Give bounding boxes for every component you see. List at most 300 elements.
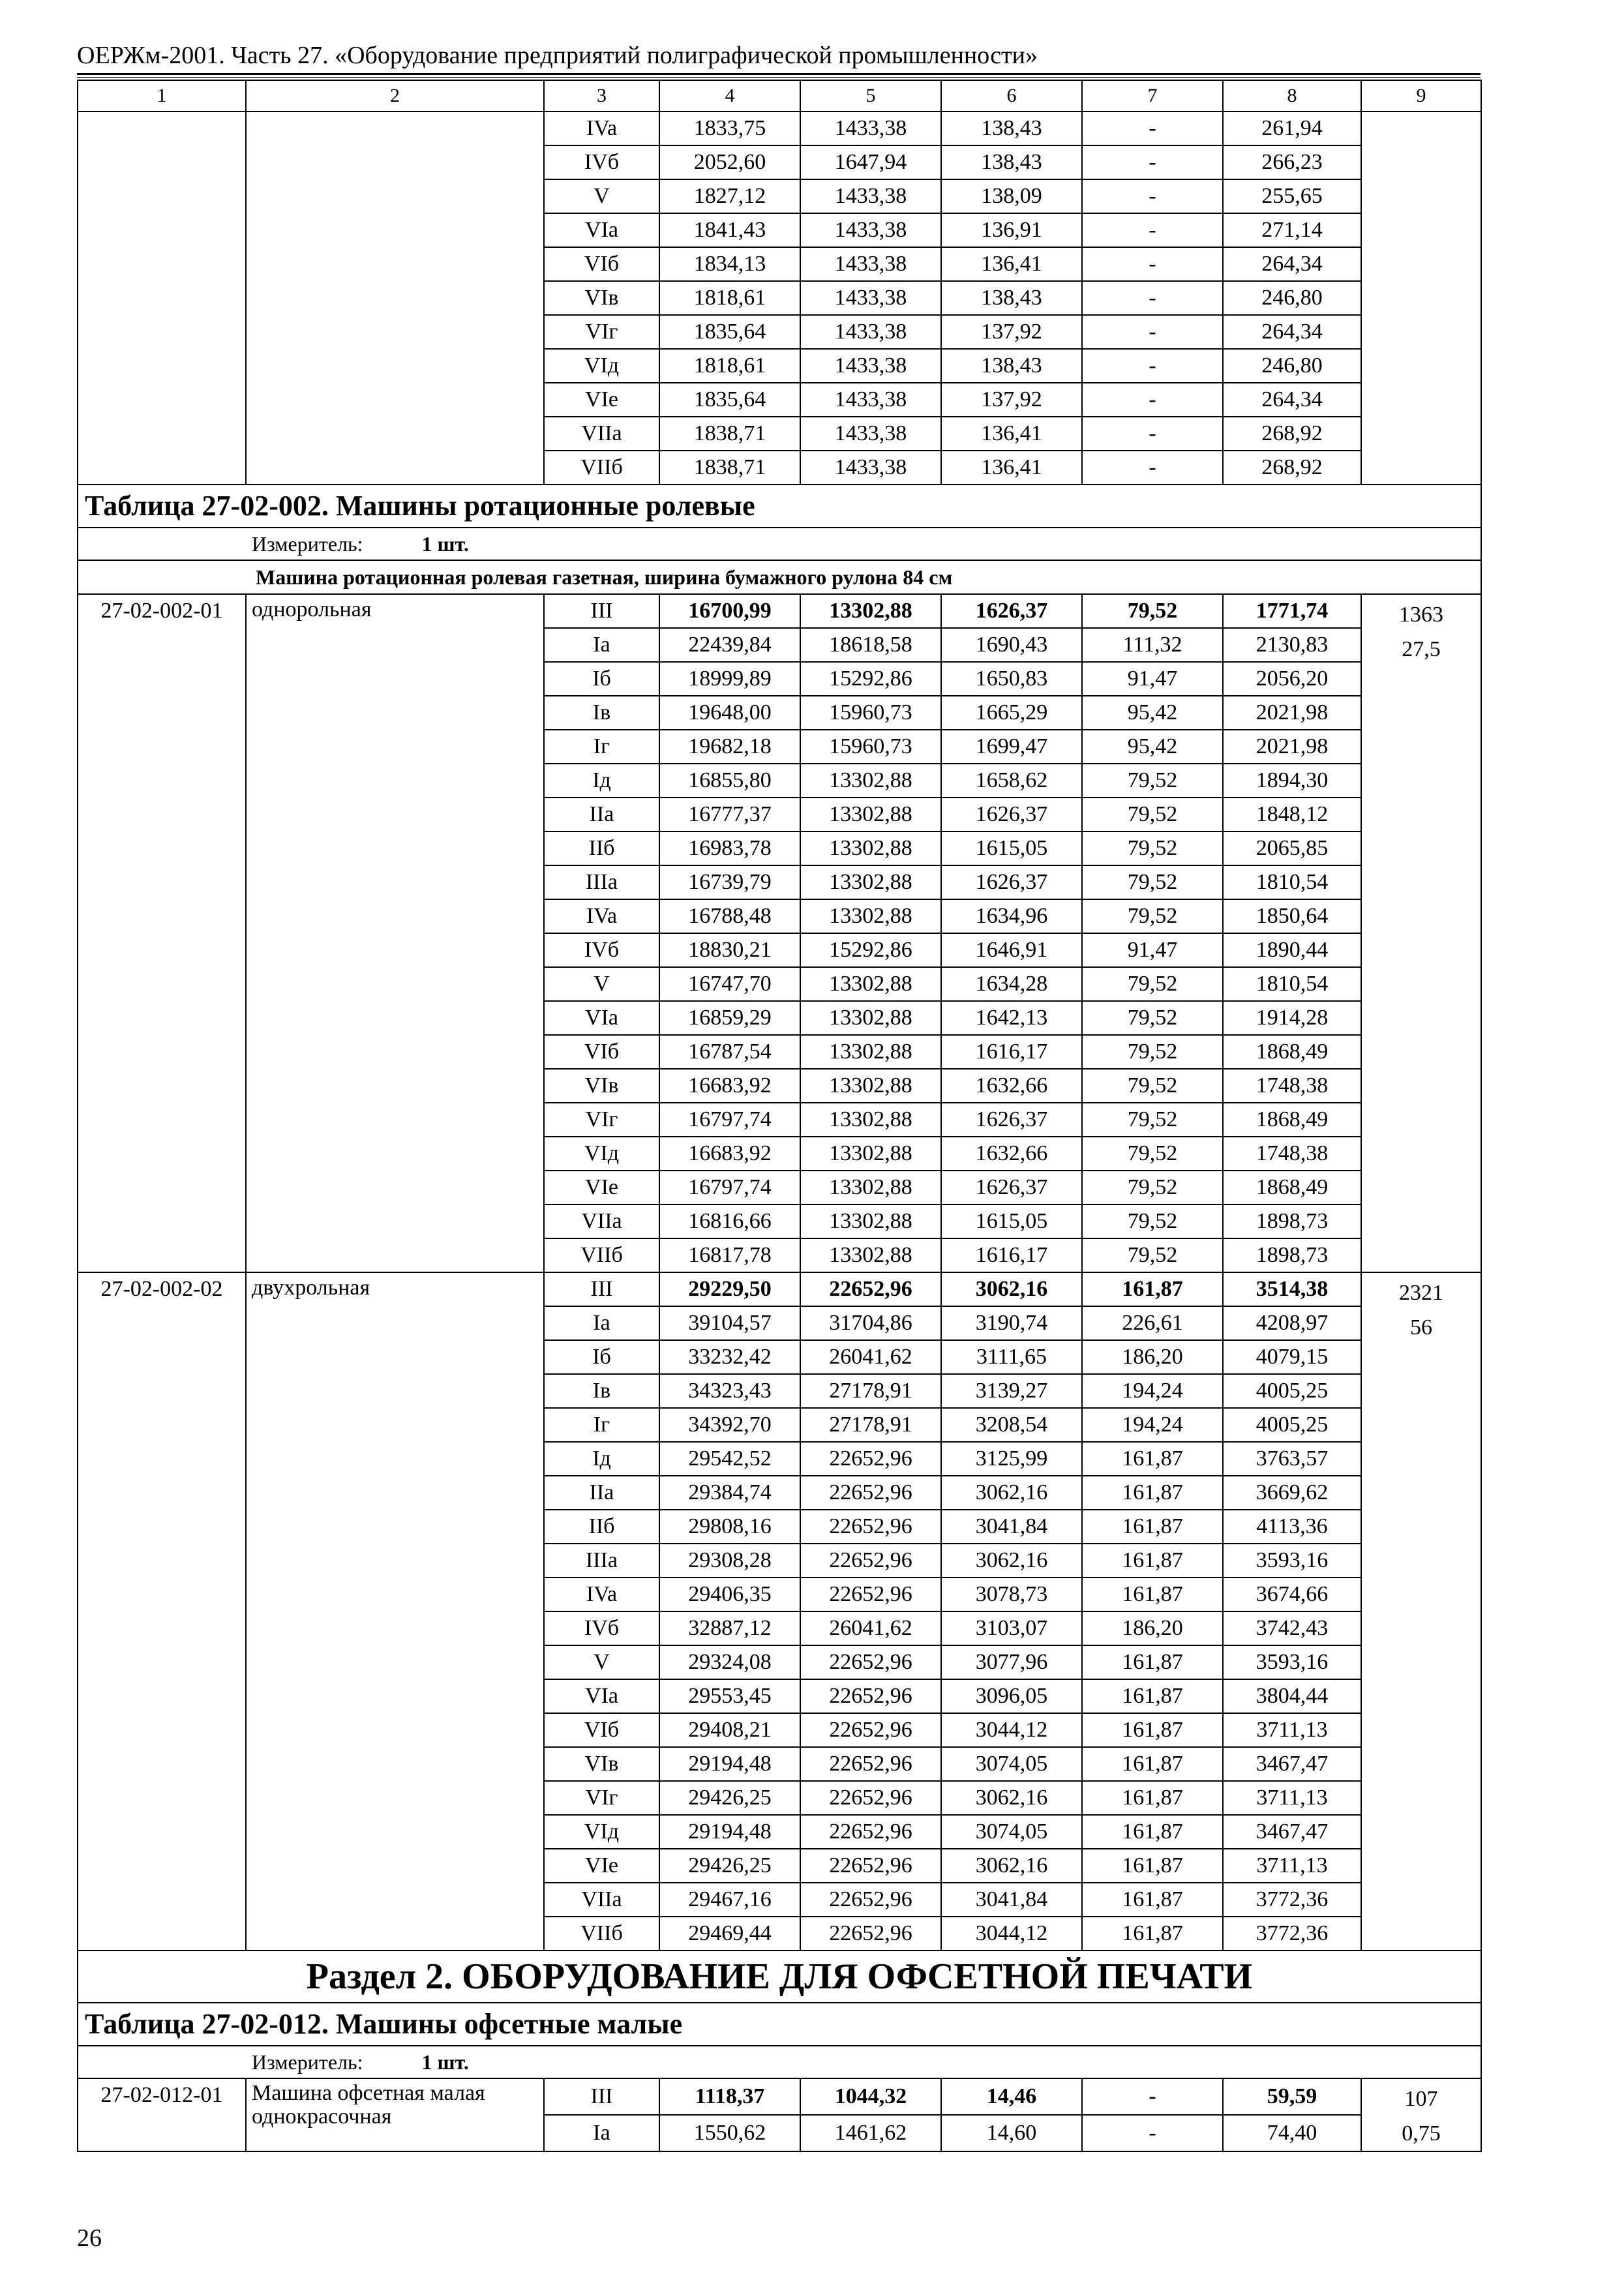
value-cell: 13302,88 xyxy=(800,1171,941,1204)
resource-value: 56 xyxy=(1410,1315,1432,1339)
value-cell: 59,59 xyxy=(1223,2078,1361,2115)
value-cell: 1868,49 xyxy=(1223,1171,1361,1204)
item-name: однорольная xyxy=(246,594,544,1272)
value-cell: 1850,64 xyxy=(1223,899,1361,933)
column-number: 6 xyxy=(941,80,1082,112)
value-cell: 3062,16 xyxy=(941,1781,1082,1815)
value-cell: 1848,12 xyxy=(1223,798,1361,831)
region-code: IIб xyxy=(544,1510,659,1544)
value-cell: 19682,18 xyxy=(659,730,800,764)
region-code: VIa xyxy=(544,1679,659,1713)
value-cell: 22652,96 xyxy=(800,1476,941,1510)
value-cell: 138,43 xyxy=(941,145,1082,179)
value-cell: 22652,96 xyxy=(800,1815,941,1849)
region-code: VIб xyxy=(544,1713,659,1747)
region-code: VIa xyxy=(544,1001,659,1035)
value-cell: 3190,74 xyxy=(941,1306,1082,1340)
value-cell: 29426,25 xyxy=(659,1781,800,1815)
value-cell: - xyxy=(1082,2115,1223,2151)
value-cell: 264,34 xyxy=(1223,247,1361,281)
table-title: Таблица 27-02-012. Машины офсетные малые xyxy=(78,2003,1481,2046)
column-number: 7 xyxy=(1082,80,1223,112)
value-cell: 29469,44 xyxy=(659,1917,800,1951)
value-cell: 264,34 xyxy=(1223,383,1361,417)
value-cell: 1634,28 xyxy=(941,967,1082,1001)
value-cell: 3467,47 xyxy=(1223,1747,1361,1781)
value-cell: 3044,12 xyxy=(941,1917,1082,1951)
value-cell: 1433,38 xyxy=(800,383,941,417)
value-cell: 1550,62 xyxy=(659,2115,800,2151)
value-cell: 1616,17 xyxy=(941,1238,1082,1272)
region-code: III xyxy=(544,1272,659,1306)
region-code: VIг xyxy=(544,1781,659,1815)
value-cell: 161,87 xyxy=(1082,1883,1223,1917)
value-cell: 91,47 xyxy=(1082,933,1223,967)
value-cell: 4079,15 xyxy=(1223,1340,1361,1374)
region-code: VIe xyxy=(544,1171,659,1204)
region-code: Iв xyxy=(544,1374,659,1408)
value-cell: 15292,86 xyxy=(800,662,941,696)
value-cell: 3111,65 xyxy=(941,1340,1082,1374)
value-cell: 22652,96 xyxy=(800,1544,941,1578)
region-code: IIa xyxy=(544,1476,659,1510)
value-cell: 3772,36 xyxy=(1223,1883,1361,1917)
value-cell: 1632,66 xyxy=(941,1137,1082,1171)
table-row xyxy=(78,594,1481,628)
table-subheading: Машина ротационная ролевая газетная, ширина бумажного рулона 84 см xyxy=(78,560,1481,594)
value-cell: 3711,13 xyxy=(1223,1713,1361,1747)
resource-cell xyxy=(1361,2078,1481,2151)
value-cell: 1433,38 xyxy=(800,417,941,451)
value-cell: 3514,38 xyxy=(1223,1272,1361,1306)
measure-label: Измеритель: xyxy=(252,532,363,556)
value-cell: 16739,79 xyxy=(659,865,800,899)
value-cell: 1748,38 xyxy=(1223,1069,1361,1103)
value-cell: 138,43 xyxy=(941,281,1082,315)
value-cell: 1868,49 xyxy=(1223,1035,1361,1069)
region-code: Ia xyxy=(544,2115,659,2151)
value-cell: 161,87 xyxy=(1082,1849,1223,1883)
value-cell: 29406,35 xyxy=(659,1578,800,1611)
region-code: Iб xyxy=(544,1340,659,1374)
region-code: VIIa xyxy=(544,1883,659,1917)
value-cell: 1433,38 xyxy=(800,112,941,145)
value-cell: 137,92 xyxy=(941,383,1082,417)
value-cell: 13302,88 xyxy=(800,1035,941,1069)
value-cell: 22652,96 xyxy=(800,1272,941,1306)
value-cell: 79,52 xyxy=(1082,594,1223,628)
price-table xyxy=(77,80,1482,2152)
value-cell: 29194,48 xyxy=(659,1815,800,1849)
value-cell: 13302,88 xyxy=(800,967,941,1001)
value-cell: - xyxy=(1082,145,1223,179)
value-cell: 29308,28 xyxy=(659,1544,800,1578)
value-cell: 3742,43 xyxy=(1223,1611,1361,1645)
value-cell: 268,92 xyxy=(1223,451,1361,485)
value-cell: - xyxy=(1082,281,1223,315)
value-cell: 1647,94 xyxy=(800,145,941,179)
region-code: VIд xyxy=(544,349,659,383)
region-code: IVб xyxy=(544,145,659,179)
value-cell: 18830,21 xyxy=(659,933,800,967)
item-code: 27-02-002-01 xyxy=(78,594,246,1272)
value-cell: 161,87 xyxy=(1082,1815,1223,1849)
measure-row xyxy=(78,528,1481,560)
value-cell: 22652,96 xyxy=(800,1713,941,1747)
value-cell: 79,52 xyxy=(1082,865,1223,899)
value-cell: - xyxy=(1082,349,1223,383)
value-cell: 4005,25 xyxy=(1223,1408,1361,1442)
value-cell: 79,52 xyxy=(1082,1238,1223,1272)
value-cell: 79,52 xyxy=(1082,798,1223,831)
value-cell: 1665,29 xyxy=(941,696,1082,730)
resource-cell xyxy=(1361,594,1481,1272)
value-cell: 1868,49 xyxy=(1223,1103,1361,1137)
value-cell: 3139,27 xyxy=(941,1374,1082,1408)
value-cell: 1650,83 xyxy=(941,662,1082,696)
value-cell: 3103,07 xyxy=(941,1611,1082,1645)
table-title: Таблица 27-02-002. Машины ротационные ролевые xyxy=(78,485,1481,528)
value-cell: 29194,48 xyxy=(659,1747,800,1781)
resource-cell xyxy=(1361,112,1481,485)
item-code xyxy=(78,112,246,485)
region-code: VIб xyxy=(544,247,659,281)
value-cell: 3078,73 xyxy=(941,1578,1082,1611)
region-code: VIв xyxy=(544,281,659,315)
value-cell: 29324,08 xyxy=(659,1645,800,1679)
measure-cell xyxy=(78,528,1481,560)
value-cell: 1433,38 xyxy=(800,179,941,213)
value-cell: 2056,20 xyxy=(1223,662,1361,696)
region-code: IIб xyxy=(544,831,659,865)
resource-value: 27,5 xyxy=(1402,637,1441,661)
value-cell: 3062,16 xyxy=(941,1476,1082,1510)
value-cell: 161,87 xyxy=(1082,1747,1223,1781)
header-rule xyxy=(77,73,1481,75)
value-cell: 13302,88 xyxy=(800,1204,941,1238)
value-cell: 4113,36 xyxy=(1223,1510,1361,1544)
value-cell: 268,92 xyxy=(1223,417,1361,451)
value-cell: 95,42 xyxy=(1082,730,1223,764)
column-number: 3 xyxy=(544,80,659,112)
value-cell: 161,87 xyxy=(1082,1272,1223,1306)
value-cell: 161,87 xyxy=(1082,1713,1223,1747)
value-cell: 3074,05 xyxy=(941,1815,1082,1849)
item-name: двухрольная xyxy=(246,1272,544,1951)
value-cell: 3593,16 xyxy=(1223,1544,1361,1578)
value-cell: 79,52 xyxy=(1082,1137,1223,1171)
value-cell: 16683,92 xyxy=(659,1137,800,1171)
value-cell: 29553,45 xyxy=(659,1679,800,1713)
value-cell: 3669,62 xyxy=(1223,1476,1361,1510)
value-cell: 27178,91 xyxy=(800,1374,941,1408)
region-code: V xyxy=(544,967,659,1001)
table-subheading-row xyxy=(78,560,1481,594)
value-cell: 79,52 xyxy=(1082,1001,1223,1035)
region-code: VIa xyxy=(544,213,659,247)
value-cell: 3062,16 xyxy=(941,1272,1082,1306)
value-cell: 79,52 xyxy=(1082,967,1223,1001)
value-cell: 3062,16 xyxy=(941,1849,1082,1883)
value-cell: 2130,83 xyxy=(1223,628,1361,662)
region-code: IVб xyxy=(544,1611,659,1645)
value-cell: 39104,57 xyxy=(659,1306,800,1340)
value-cell: - xyxy=(1082,112,1223,145)
value-cell: 3467,47 xyxy=(1223,1815,1361,1849)
measure-cell xyxy=(78,2046,1481,2078)
region-code: IIIa xyxy=(544,865,659,899)
value-cell: 3041,84 xyxy=(941,1510,1082,1544)
value-cell: 16777,37 xyxy=(659,798,800,831)
value-cell: 1433,38 xyxy=(800,247,941,281)
column-number: 9 xyxy=(1361,80,1481,112)
value-cell: 13302,88 xyxy=(800,1103,941,1137)
value-cell: 79,52 xyxy=(1082,1204,1223,1238)
value-cell: 1433,38 xyxy=(800,451,941,485)
value-cell: 1894,30 xyxy=(1223,764,1361,798)
value-cell: 1890,44 xyxy=(1223,933,1361,967)
value-cell: 1461,62 xyxy=(800,2115,941,2151)
value-cell: - xyxy=(1082,383,1223,417)
value-cell: 29408,21 xyxy=(659,1713,800,1747)
value-cell: - xyxy=(1082,2078,1223,2115)
value-cell: 3674,66 xyxy=(1223,1578,1361,1611)
value-cell: 15292,86 xyxy=(800,933,941,967)
value-cell: 264,34 xyxy=(1223,315,1361,349)
value-cell: 186,20 xyxy=(1082,1340,1223,1374)
table-body xyxy=(78,80,1481,2151)
document-header: ОЕРЖм-2001. Часть 27. «Оборудование предприятий полиграфической промышленности» xyxy=(77,42,1038,69)
column-number: 4 xyxy=(659,80,800,112)
table-title-row xyxy=(78,485,1481,528)
value-cell: 18618,58 xyxy=(800,628,941,662)
value-cell: 74,40 xyxy=(1223,2115,1361,2151)
value-cell: 22652,96 xyxy=(800,1679,941,1713)
value-cell: 14,60 xyxy=(941,2115,1082,2151)
region-code: Ia xyxy=(544,1306,659,1340)
value-cell: 13302,88 xyxy=(800,594,941,628)
value-cell: 27178,91 xyxy=(800,1408,941,1442)
value-cell: 16817,78 xyxy=(659,1238,800,1272)
value-cell: - xyxy=(1082,213,1223,247)
item-name xyxy=(246,112,544,485)
region-code: VIIб xyxy=(544,451,659,485)
value-cell: 16747,70 xyxy=(659,967,800,1001)
value-cell: 16797,74 xyxy=(659,1103,800,1137)
value-cell: 1626,37 xyxy=(941,865,1082,899)
value-cell: 3804,44 xyxy=(1223,1679,1361,1713)
value-cell: 1835,64 xyxy=(659,315,800,349)
value-cell: 79,52 xyxy=(1082,1069,1223,1103)
value-cell: 1827,12 xyxy=(659,179,800,213)
region-code: VIд xyxy=(544,1815,659,1849)
value-cell: 138,43 xyxy=(941,112,1082,145)
resource-cell xyxy=(1361,1272,1481,1951)
value-cell: 137,92 xyxy=(941,315,1082,349)
value-cell: 161,87 xyxy=(1082,1781,1223,1815)
value-cell: 1433,38 xyxy=(800,315,941,349)
region-code: V xyxy=(544,179,659,213)
value-cell: 1834,13 xyxy=(659,247,800,281)
value-cell: 79,52 xyxy=(1082,831,1223,865)
value-cell: 1748,38 xyxy=(1223,1137,1361,1171)
region-code: IIa xyxy=(544,798,659,831)
value-cell: 1433,38 xyxy=(800,281,941,315)
region-code: VIe xyxy=(544,1849,659,1883)
value-cell: 1833,75 xyxy=(659,112,800,145)
resource-value: 1363 xyxy=(1399,603,1443,627)
value-cell: 13302,88 xyxy=(800,1238,941,1272)
value-cell: 34392,70 xyxy=(659,1408,800,1442)
value-cell: 26041,62 xyxy=(800,1340,941,1374)
value-cell: 4005,25 xyxy=(1223,1374,1361,1408)
value-cell: - xyxy=(1082,247,1223,281)
value-cell: 1914,28 xyxy=(1223,1001,1361,1035)
region-code: VIIa xyxy=(544,417,659,451)
value-cell: 1118,37 xyxy=(659,2078,800,2115)
value-cell: 271,14 xyxy=(1223,213,1361,247)
value-cell: 1433,38 xyxy=(800,349,941,383)
value-cell: 161,87 xyxy=(1082,1510,1223,1544)
region-code: III xyxy=(544,594,659,628)
value-cell: 3772,36 xyxy=(1223,1917,1361,1951)
value-cell: 1838,71 xyxy=(659,417,800,451)
value-cell: 136,41 xyxy=(941,247,1082,281)
value-cell: 2021,98 xyxy=(1223,730,1361,764)
value-cell: 29426,25 xyxy=(659,1849,800,1883)
value-cell: 1634,96 xyxy=(941,899,1082,933)
value-cell: 2052,60 xyxy=(659,145,800,179)
region-code: Iг xyxy=(544,1408,659,1442)
value-cell: 1818,61 xyxy=(659,281,800,315)
value-cell: 13302,88 xyxy=(800,1137,941,1171)
value-cell: 1810,54 xyxy=(1223,967,1361,1001)
resource-value: 2321 xyxy=(1399,1281,1443,1305)
value-cell: 3711,13 xyxy=(1223,1781,1361,1815)
value-cell: 22652,96 xyxy=(800,1510,941,1544)
value-cell: 1615,05 xyxy=(941,831,1082,865)
region-code: Ia xyxy=(544,628,659,662)
value-cell: 18999,89 xyxy=(659,662,800,696)
value-cell: 1044,32 xyxy=(800,2078,941,2115)
value-cell: 34323,43 xyxy=(659,1374,800,1408)
region-code: III xyxy=(544,2078,659,2115)
item-code: 27-02-012-01 xyxy=(78,2078,246,2151)
value-cell: 13302,88 xyxy=(800,798,941,831)
region-code: IVa xyxy=(544,899,659,933)
value-cell: 13302,88 xyxy=(800,865,941,899)
value-cell: 13302,88 xyxy=(800,831,941,865)
value-cell: 29808,16 xyxy=(659,1510,800,1544)
region-code: IVa xyxy=(544,112,659,145)
value-cell: 1841,43 xyxy=(659,213,800,247)
value-cell: 161,87 xyxy=(1082,1645,1223,1679)
value-cell: 2065,85 xyxy=(1223,831,1361,865)
region-code: VIг xyxy=(544,315,659,349)
region-code: IIIa xyxy=(544,1544,659,1578)
value-cell: 15960,73 xyxy=(800,730,941,764)
value-cell: 1626,37 xyxy=(941,1171,1082,1204)
value-cell: 1818,61 xyxy=(659,349,800,383)
value-cell: 3044,12 xyxy=(941,1713,1082,1747)
table-row xyxy=(78,112,1481,145)
value-cell: 79,52 xyxy=(1082,1171,1223,1204)
value-cell: 29384,74 xyxy=(659,1476,800,1510)
value-cell: 26041,62 xyxy=(800,1611,941,1645)
measure-value: 1 шт. xyxy=(421,532,469,556)
region-code: Iд xyxy=(544,764,659,798)
region-code: Iв xyxy=(544,696,659,730)
value-cell: 29229,50 xyxy=(659,1272,800,1306)
value-cell: 261,94 xyxy=(1223,112,1361,145)
value-cell: 3763,57 xyxy=(1223,1442,1361,1476)
region-code: VIб xyxy=(544,1035,659,1069)
table-row xyxy=(78,2078,1481,2115)
value-cell: 22652,96 xyxy=(800,1917,941,1951)
value-cell: 1690,43 xyxy=(941,628,1082,662)
value-cell: 1626,37 xyxy=(941,798,1082,831)
value-cell: 3125,99 xyxy=(941,1442,1082,1476)
value-cell: 1699,47 xyxy=(941,730,1082,764)
value-cell: 22439,84 xyxy=(659,628,800,662)
header-rule-thin xyxy=(77,77,1481,78)
value-cell: 22652,96 xyxy=(800,1578,941,1611)
value-cell: 1838,71 xyxy=(659,451,800,485)
value-cell: 1433,38 xyxy=(800,213,941,247)
value-cell: 1632,66 xyxy=(941,1069,1082,1103)
value-cell: 31704,86 xyxy=(800,1306,941,1340)
value-cell: 22652,96 xyxy=(800,1883,941,1917)
value-cell: 29467,16 xyxy=(659,1883,800,1917)
value-cell: - xyxy=(1082,417,1223,451)
value-cell: 226,61 xyxy=(1082,1306,1223,1340)
value-cell: 1626,37 xyxy=(941,594,1082,628)
resource-value: 107 xyxy=(1404,2087,1438,2111)
value-cell: 161,87 xyxy=(1082,1679,1223,1713)
value-cell: 136,41 xyxy=(941,451,1082,485)
item-code: 27-02-002-02 xyxy=(78,1272,246,1951)
region-code: VIв xyxy=(544,1069,659,1103)
region-code: VIIб xyxy=(544,1238,659,1272)
value-cell: 1771,74 xyxy=(1223,594,1361,628)
value-cell: 194,24 xyxy=(1082,1374,1223,1408)
value-cell: 1658,62 xyxy=(941,764,1082,798)
value-cell: 79,52 xyxy=(1082,1103,1223,1137)
value-cell: 3077,96 xyxy=(941,1645,1082,1679)
value-cell: 1898,73 xyxy=(1223,1204,1361,1238)
value-cell: 16683,92 xyxy=(659,1069,800,1103)
value-cell: 16983,78 xyxy=(659,831,800,865)
column-number: 1 xyxy=(78,80,246,112)
value-cell: 91,47 xyxy=(1082,662,1223,696)
item-name: Машина офсетная малая однокрасочная xyxy=(246,2078,544,2151)
value-cell: 1810,54 xyxy=(1223,865,1361,899)
value-cell: 1626,37 xyxy=(941,1103,1082,1137)
value-cell: 3096,05 xyxy=(941,1679,1082,1713)
section-title-row xyxy=(78,1951,1481,2003)
value-cell: 2021,98 xyxy=(1223,696,1361,730)
value-cell: 95,42 xyxy=(1082,696,1223,730)
region-code: Iб xyxy=(544,662,659,696)
region-code: V xyxy=(544,1645,659,1679)
value-cell: 16788,48 xyxy=(659,899,800,933)
value-cell: 16859,29 xyxy=(659,1001,800,1035)
value-cell: 3062,16 xyxy=(941,1544,1082,1578)
value-cell: 13302,88 xyxy=(800,1001,941,1035)
value-cell: 14,46 xyxy=(941,2078,1082,2115)
value-cell: 79,52 xyxy=(1082,899,1223,933)
region-code: VIe xyxy=(544,383,659,417)
